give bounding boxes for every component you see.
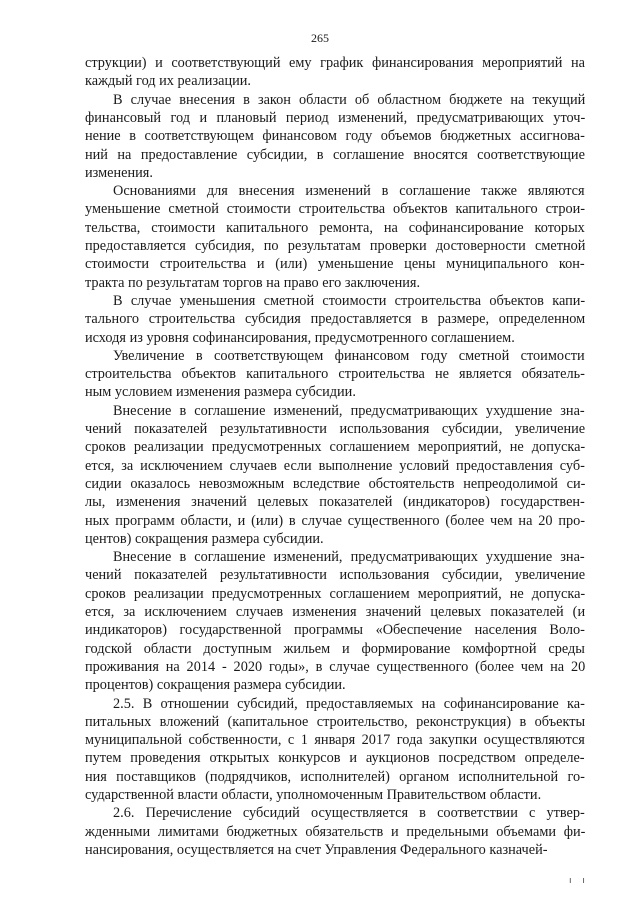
paragraph-line: Увеличение в соответствующем финансовом году сметной стоимости [113, 347, 585, 364]
paragraph-line: проживания на 2014 - 2020 годы», в случае существенного (более чем на 20 [85, 658, 586, 675]
paragraph-line: чений показателей результативности использования субсидии, увеличение [85, 567, 586, 584]
paragraph-line: питальных вложений (капитальное строительство, реконструкция) в объекты [85, 713, 586, 730]
paragraph-line: муниципальной собственности, с 1 января 2017 года закупки осуществляются [85, 732, 585, 749]
paragraph-line: сидии оказалось невозможным вследствие обстоятельств непреодолимой си- [85, 475, 586, 492]
paragraph-line: Внесение в соглашение изменений, предусматривающих ухудшение зна- [113, 549, 585, 566]
paragraph-line: ний на предоставление субсидии, в соглашение вносятся соответствующие [85, 146, 585, 163]
paragraph-line: ния поставщиков (подрядчиков, исполнителей) органом исполнительной го- [85, 768, 585, 785]
paragraph-line: строительства объектов капитального строительства не является обязатель- [85, 366, 585, 383]
paragraph-line: ется, за исключением случаев если выполнение условий предоставления суб- [85, 457, 585, 474]
paragraph-line: путем проведения открытых конкурсов и аукционов посредством определе- [85, 750, 585, 767]
paragraph-line: В случае уменьшения сметной стоимости строительства объектов капи- [113, 292, 586, 309]
paragraph-line: годской области доступным жильем и формирование комфортной среды [85, 640, 585, 657]
paragraph-line: сроков реализации предусмотренных соглашением мероприятий, не допуска- [85, 585, 586, 602]
paragraph-line: ется, за исключением случаев изменения значений целевых показателей (и [85, 604, 586, 620]
paragraph-line: В случае внесения в закон области об областном бюджете на текущий [113, 91, 586, 108]
paragraph-line: сударственной власти области, уполномоченным Правительством области. [85, 787, 542, 803]
paragraph-line: сроков реализации предусмотренных соглашением мероприятий, не допуска- [85, 439, 586, 456]
paragraph-line: Внесение в соглашение изменений, предусматривающих ухудшение зна- [113, 402, 585, 419]
paragraph-line: Основаниями для внесения изменений в соглашение также являются [113, 183, 585, 200]
paragraph-line: каждый год их реализации. [85, 73, 251, 90]
paragraph-line: лы, изменения значений целевых показателей (индикаторов) государствен- [85, 494, 585, 511]
paragraph-line: индикаторов) государственной программы «Обеспечение населения Воло- [85, 622, 585, 639]
paragraph-line: процентов) сокращения размера субсидии. [85, 677, 346, 694]
paragraph-line: жденными лимитами бюджетных обязательств и предельными объемами фи- [85, 823, 586, 840]
paragraph-line: изменения. [85, 164, 153, 181]
paragraph-line: 2.6. Перечисление субсидий осуществляется в соответствии с утвер- [113, 805, 585, 822]
paragraph-line: стоимости строительства и (или) уменьшение цены муниципального кон- [85, 256, 585, 273]
paragraph-line: предоставляется субсидия, по результатам проверки достоверности сметной [85, 238, 586, 254]
paragraph-line: уменьшение сметной стоимости строительства объектов капитального строи- [85, 201, 586, 218]
paragraph-line: финансовый год и плановый период изменений, предусматривающих уточ- [85, 109, 586, 126]
paragraph-line: исходя из уровня софинансирования, предусмотренного соглашением. [85, 329, 515, 346]
paragraph-line: тального строительства субсидия предоставляется в размере, определенном [85, 311, 586, 328]
paragraph-line: центов) сокращения размера субсидии. [85, 530, 324, 547]
paragraph-line: тельства, стоимости капитального ремонта, на софинансирование которых [85, 219, 585, 236]
paragraph-line: нение в соответствующем финансовом году объемов бюджетных ассигнова- [85, 128, 585, 145]
footer-marks: ı ı [569, 876, 589, 886]
paragraph-line: чений показателей результативности использования субсидии, увеличение [85, 421, 586, 437]
paragraph-line: 2.5. В отношении субсидий, предоставляемых на софинансирование ка- [113, 695, 585, 712]
paragraph-line: нансирования, осуществляется на счет Управления Федерального казначей- [85, 841, 548, 858]
paragraph-line: ным условием изменения размера субсидии. [85, 384, 356, 401]
page-number: 265 [311, 31, 329, 45]
paragraph-line: тракта по результатам торгов на право его заключения. [85, 274, 421, 291]
paragraph-line: струкции) и соответствующий ему график финансирования мероприятий на [85, 55, 586, 71]
paragraph-line: ных программ области, и (или) в случае существенного (более чем на 20 про- [85, 512, 586, 529]
